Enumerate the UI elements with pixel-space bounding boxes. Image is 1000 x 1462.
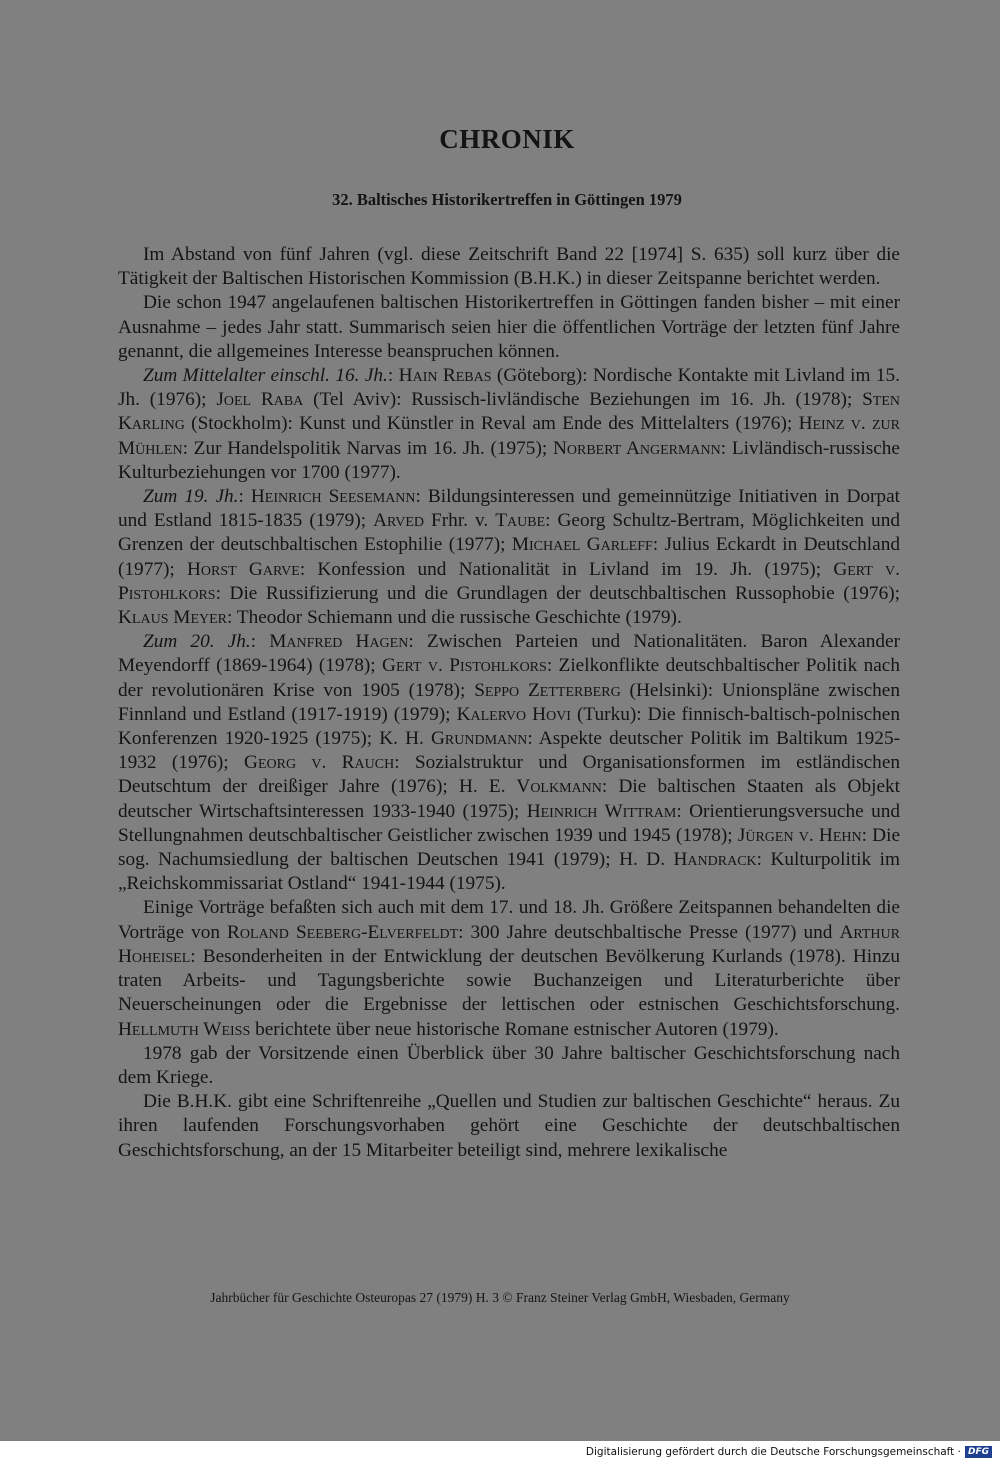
author-name: Jürgen v. Hehn <box>737 824 862 846</box>
dfg-logo-icon: DFG <box>965 1446 992 1458</box>
text-run: : Theodor Schiemann und die russische Geschichte (1979). <box>227 607 682 629</box>
text-run: : 300 Jahre deutschbaltische Presse (1977) und <box>458 921 840 943</box>
text-run: : <box>387 365 399 387</box>
author-name: Heinrich Seesemann <box>250 486 416 508</box>
text-run: (Stockholm): Kunst und Künstler in Reval am Ende des Mittelalters (1976); <box>184 413 799 435</box>
text-run: : Julius Eckardt in Deutschland (1977); <box>118 534 901 580</box>
author-name: Joel Raba <box>216 389 304 411</box>
dfg-credit-bar <box>586 1446 992 1458</box>
author-name: Georg v. Rauch <box>244 752 395 774</box>
text-run: (Tel Aviv): Russisch-livländische Beziehungen im 16. Jh. (1978); <box>303 389 863 411</box>
author-name: H. D. Handrack <box>619 849 757 871</box>
dfg-credit-text: Digitalisierung gefördert durch die Deutsche Forschungsgemeinschaft · <box>585 1446 961 1458</box>
author-name: Hellmuth Weiss <box>118 1018 251 1040</box>
text-run: : Kulturpolitik im „Reichskommissariat Ostland“ 1941-1944 (1975). <box>118 849 900 895</box>
paragraph-19-jh <box>118 485 900 630</box>
author-name: Horst Garve <box>186 558 300 580</box>
paragraph-series: Die B.H.K. gibt eine Schriftenreihe „Quellen und Studien zur baltischen Geschichte“ heraus. Zu ihren laufenden Forschungsvorhaben gehört eine Geschichte der deutschbaltischen Geschichtsforschung, an der 15 Mitarbeiter beteiligt sind, mehrere lexikalische <box>118 1091 900 1161</box>
author-name: Arthur Hoheisel <box>118 921 900 967</box>
author-name: Gert v. Pistohlkors <box>382 655 547 677</box>
paragraph-further-lectures <box>118 896 900 1041</box>
text-run: (Göteborg): Nordische Kontakte mit Livland im 15. Jh. (1976); <box>118 365 901 411</box>
text-run: : Zur Handelspolitik Narvas im 16. Jh. (1975); <box>182 437 553 459</box>
article-body <box>118 243 900 1163</box>
text-run: : Bildungsinteressen und gemeinnützige Initiativen in Dorpat und Estland 1815-1835 (1979); <box>118 486 900 532</box>
author-name: Heinz v. zur Mühlen <box>118 413 900 459</box>
text-run: Frhr. v. <box>424 510 496 532</box>
text-run: : Georg Schultz-Bertram, Möglichkeiten und Grenzen der deutschbaltischen Estophilie (1977); <box>118 510 900 556</box>
section-heading: Zum 20. Jh. <box>143 631 251 653</box>
section-heading: Zum Mittelalter einschl. 16. Jh. <box>143 365 388 387</box>
author-name: Norbert Angermann <box>552 437 721 459</box>
author-name: K. H. Grundmann <box>379 728 528 750</box>
text-run: : <box>238 486 251 508</box>
author-name: Heinrich Wittram <box>526 800 677 822</box>
author-name: Seppo Zetterberg <box>474 679 621 701</box>
author-name: Klaus Meyer <box>118 607 227 629</box>
author-name: Hain Rebas <box>398 365 492 387</box>
paragraph-overview-1978: 1978 gab der Vorsitzende einen Überblick über 30 Jahre baltischer Geschichtsforschung nach dem Kriege. <box>118 1042 900 1088</box>
text-run: (Turku): Die finnisch-baltisch-polnischen Konferenzen 1920-1925 (1975); <box>118 703 900 750</box>
paragraph-mittelalter <box>118 364 900 485</box>
paragraph-overview: Die schon 1947 angelaufenen baltischen Historikertreffen in Göttingen fanden bisher – mit einer Ausnahme – jedes Jahr statt. Summarisch seien hier die öffentlichen Vorträge der letzten fünf Jahre genannt, die allgemeines Interesse beanspruchen können. <box>118 292 900 362</box>
text-run: : Konfession und Nationalität in Livland im 19. Jh. (1975); <box>299 558 834 580</box>
paragraph-intro: Im Abstand von fünf Jahren (vgl. diese Zeitschrift Band 22 [1974] S. 635) soll kurz über die Tätigkeit der Baltischen Historischen Kommission (B.H.K.) in dieser Zeitspanne berichtet werden. <box>118 244 900 290</box>
text-run: : Sozialstruktur und Organisationsformen im estländischen Deutschtum der dreißiger Jahre (1976); <box>118 752 901 798</box>
text-run: : Livländisch-russische Kulturbeziehungen vor 1700 (1977). <box>118 437 900 483</box>
text-run: : Die baltischen Staaten als Objekt deutscher Wirtschaftsinteressen 1933-1940 (1975); <box>118 776 900 822</box>
author-name: Taube <box>495 510 546 532</box>
author-name: Roland Seeberg-Elverfeldt <box>227 921 459 943</box>
journal-footer: Jahrbücher für Geschichte Osteuropas 27 (1979) H. 3 © Franz Steiner Verlag GmbH, Wiesbaden, Germany <box>210 1290 790 1305</box>
author-name: Kalervo Hovi <box>456 703 571 725</box>
author-name: Sten Karling <box>118 389 900 435</box>
author-name: H. E. Volkmann <box>458 776 602 798</box>
author-name: Michael Garleff <box>511 534 653 556</box>
author-name: Manfred Hagen <box>269 631 409 653</box>
author-name: Gert v. Pistohlkors <box>118 558 900 604</box>
section-heading: Zum 19. Jh. <box>143 486 239 508</box>
text-run: : Die sog. Nachumsiedlung der baltischen Deutschen 1941 (1979); <box>118 824 900 871</box>
text-run: : Die Russifizierung und die Grundlagen der deutschbaltischen Russophobie (1976); <box>215 582 900 604</box>
article-title: 32. Baltisches Historikertreffen in Göttingen 1979 <box>332 190 682 209</box>
text-run: : Zielkonflikte deutschbaltischer Politik nach der revolutionären Krise von 1905 (1978); <box>118 655 900 701</box>
text-run: : Orientierungsversuche und Stellungnahmen deutschbaltischer Geistlicher zwischen 1939 und 1945 (1978); <box>118 800 900 846</box>
text-run: berichtete über neue historische Romane estnischer Autoren (1979). <box>250 1018 779 1040</box>
text-run: (Helsinki): Unionspläne zwischen Finnland und Estland (1917-1919) (1979); <box>118 679 900 725</box>
text-run: : Besonderheiten in der Entwicklung der deutschen Bevölkerung Kurlands (1978). Hinzu traten Arbeits- und Tagungsberichte sowie Buchanzeigen und Literaturberichte über Neuerscheinungen oder die Ergebnisse der lettischen oder estnischen Geschichtsforschung. <box>118 945 900 1016</box>
text-run: : Zwischen Parteien und Nationalitäten. Baron Alexander Meyendorff (1869-1964) (1978); <box>118 631 900 677</box>
page-title: CHRONIK <box>439 124 575 154</box>
text-run: : <box>250 631 270 653</box>
author-name: Arved <box>373 510 425 532</box>
text-run: : Aspekte deutscher Politik im Baltikum 1925-1932 (1976); <box>118 728 901 774</box>
paragraph-20-jh <box>118 630 900 896</box>
text-run: Einige Vorträge befaßten sich auch mit dem 17. und 18. Jh. Größere Zeitspannen behandelten die Vorträge von <box>118 897 900 943</box>
